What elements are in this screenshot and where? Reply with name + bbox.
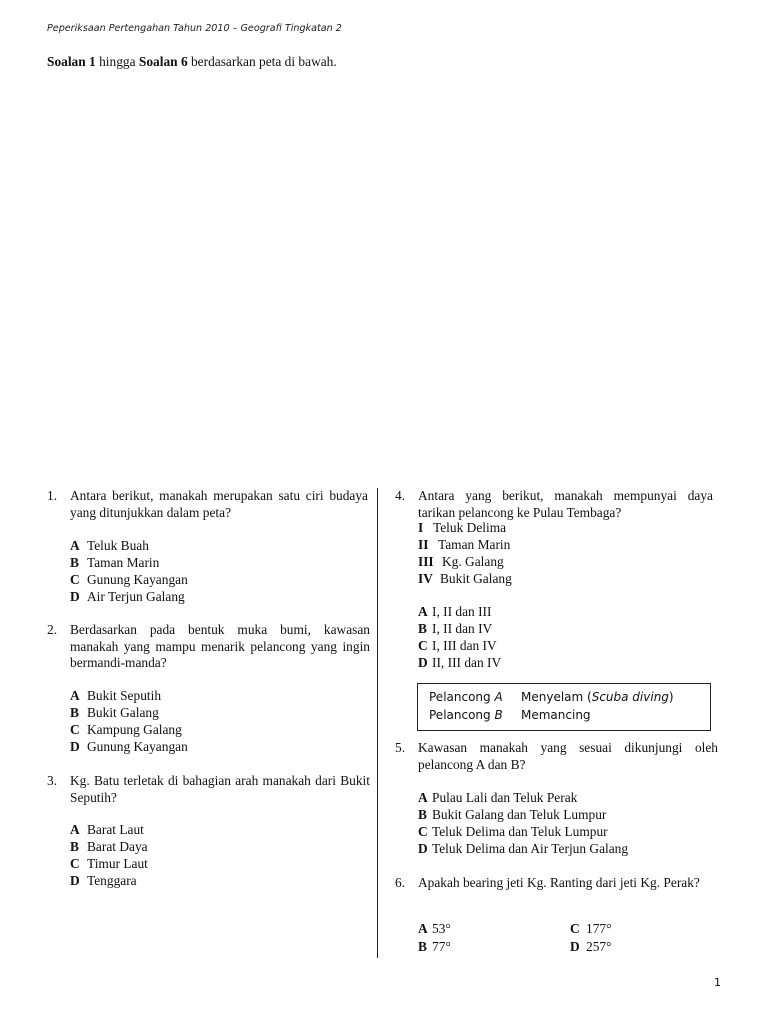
tourist-activity-box	[417, 683, 711, 731]
option-c[interactable]: C 177°	[570, 921, 612, 936]
option-d[interactable]: D Air Terjun Galang	[70, 589, 185, 604]
option-d[interactable]: D 257°	[570, 939, 612, 954]
option-c[interactable]: C Kampung Galang	[70, 722, 182, 737]
question-number: 6.	[395, 875, 406, 890]
option-b[interactable]: B 77°	[418, 939, 451, 954]
statement-iv: IV Bukit Galang	[418, 571, 512, 586]
box-row-a: Pelancong A	[429, 690, 503, 704]
box-row-b: Pelancong B	[429, 708, 503, 722]
option-b[interactable]: B Taman Marin	[70, 555, 160, 570]
intro-soalan-start: Soalan 1	[47, 54, 96, 69]
page-number: 1	[714, 976, 721, 989]
question-number: 4.	[395, 488, 406, 503]
option-d[interactable]: D II, III dan IV	[418, 655, 502, 670]
box-activity-a: Menyelam (Scuba diving)	[521, 690, 674, 704]
option-b[interactable]: B I, II dan IV	[418, 621, 493, 636]
intro-suffix: berdasarkan peta di bawah.	[187, 54, 337, 69]
option-a[interactable]: A Pulau Lali dan Teluk Perak	[418, 790, 578, 805]
statement-iii: III Kg. Galang	[418, 554, 504, 569]
option-b[interactable]: B Bukit Galang dan Teluk Lumpur	[418, 807, 607, 822]
option-a[interactable]: A 53°	[418, 921, 451, 936]
intro-instruction	[47, 54, 337, 70]
option-a[interactable]: A I, II dan III	[418, 604, 492, 619]
question-number: 1.	[47, 488, 58, 503]
intro-connector: hingga	[95, 54, 139, 69]
intro-soalan-end: Soalan 6	[138, 54, 188, 69]
column-divider	[377, 488, 378, 958]
option-c[interactable]: C Timur Laut	[70, 856, 148, 871]
option-a[interactable]: A Bukit Seputih	[70, 688, 162, 703]
option-b[interactable]: B Barat Daya	[70, 839, 148, 854]
option-c[interactable]: C Gunung Kayangan	[70, 572, 188, 587]
question-text: Antara yang berikut, manakah mempunyai daya tarikan pelancong ke Pulau Tembaga?	[418, 488, 713, 520]
statement-i: I Teluk Delima	[418, 520, 507, 535]
question-number: 3.	[47, 773, 58, 788]
statement-ii: II Taman Marin	[418, 537, 511, 552]
question-text: Kawasan manakah yang sesuai dikunjungi oleh pelancong A dan B?	[418, 740, 718, 772]
box-activity-b: Memancing	[521, 708, 591, 722]
option-a[interactable]: A Barat Laut	[70, 822, 144, 837]
option-c[interactable]: C I, III dan IV	[418, 638, 497, 653]
option-d[interactable]: D Gunung Kayangan	[70, 739, 188, 754]
option-b[interactable]: B Bukit Galang	[70, 705, 159, 720]
question-text: Kg. Batu terletak di bahagian arah manakah dari Bukit Seputih?	[70, 773, 370, 805]
option-a[interactable]: A Teluk Buah	[70, 538, 149, 553]
question-text: Antara berikut, manakah merupakan satu ciri budaya yang ditunjukkan dalam peta?	[70, 488, 368, 520]
option-d[interactable]: D Tenggara	[70, 873, 137, 888]
option-c[interactable]: C Teluk Delima dan Teluk Lumpur	[418, 824, 608, 839]
option-d[interactable]: D Teluk Delima dan Air Terjun Galang	[418, 841, 629, 856]
question-text: Berdasarkan pada bentuk muka bumi, kawasan manakah yang mampu menarik pelancong yang ingin bermandi-manda?	[70, 622, 370, 671]
question-text: Apakah bearing jeti Kg. Ranting dari jeti Kg. Perak?	[418, 875, 700, 890]
question-number: 2.	[47, 622, 58, 637]
page-header: Peperiksaan Pertengahan Tahun 2010 – Geografi Tingkatan 2	[47, 23, 342, 34]
question-number: 5.	[395, 740, 406, 755]
